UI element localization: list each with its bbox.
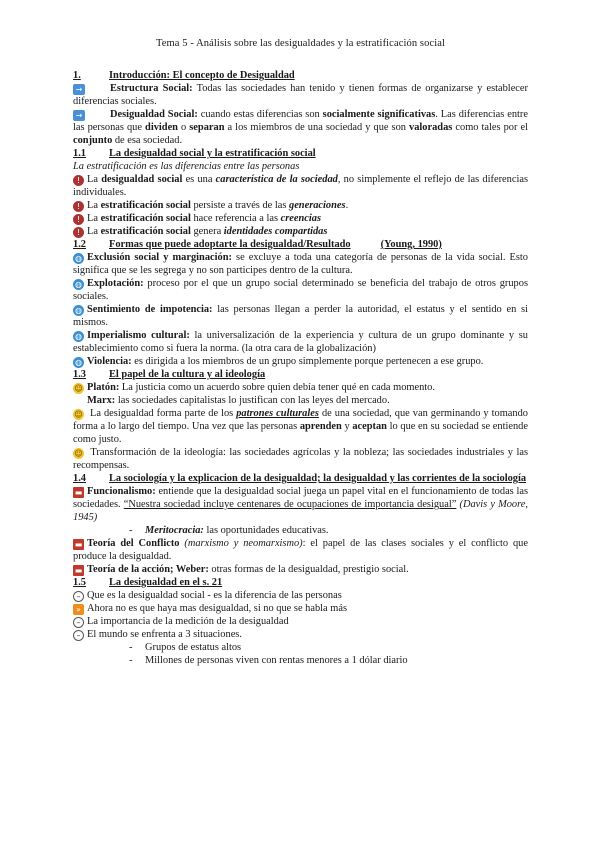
- section-heading-1-1: 1.1 La desigualdad social y la estratificación social: [73, 148, 316, 159]
- list-item: ◍ Sentimiento de impotencia: las personas llegan a perder la autoridad, el estatus y el sentido en si mismos.: [73, 304, 528, 328]
- section-heading-1-2: 1.2 Formas que puede adoptarte la desigualdad/Resultado (Young, 1990): [73, 239, 442, 250]
- books-icon: ▬: [74, 540, 83, 549]
- list-item: ! La estratificación social persiste a través de las generaciones.: [73, 199, 528, 212]
- fast-forward-icon: »: [73, 604, 84, 615]
- list-item: ◍ Exclusión social y marginación: se excluye a toda una categoría de personas de la vida social. Esto significa que se les segrega y no son participes dentro de la cultura.: [73, 252, 528, 276]
- section-heading-1: 1. Introducción: El concepto de Desigualdad: [73, 70, 295, 81]
- list-item: ☺ La desigualdad forma parte de los patrones culturales de una sociedad, que van germinando y tomando forma a lo largo del tiempo. Una vez que las personas aprenden y aceptan lo que en su sociedad se entiende como justo.: [73, 408, 529, 445]
- globe-icon: ◍: [73, 253, 84, 264]
- list-item: ! La desigualdad social es una característica de la sociedad, no simplemente el reflejo de las diferencias individuales.: [73, 174, 528, 198]
- globe-icon: ◍: [73, 305, 84, 316]
- warning-icon: !: [73, 201, 84, 212]
- document-page: [73, 38, 528, 667]
- warning-icon: !: [73, 214, 84, 225]
- list-item: ▬ Teoría de la acción; Weber: otras formas de la desigualdad, prestigio social.: [74, 564, 409, 575]
- paragraph-estructura-social: → Estructura Social: Todas las sociedades han tenido y tienen formas de organizarse y establecer diferencias sociales.: [73, 83, 528, 107]
- section-heading-1-3: 1.3 El papel de la cultura y al ideología: [73, 369, 266, 380]
- globe-icon: ◍: [73, 331, 84, 342]
- list-item: ! La estratificación social hace referencia a las creencias: [73, 212, 528, 225]
- list-item: - Grupos de estatus altos: [129, 642, 242, 653]
- list-item: ◍ Imperialismo cultural: la universalización de la experiencia y cultura de un grupo dominante y su establecimiento como si fuera la norma. (la otra cara de la globalización): [73, 330, 528, 354]
- paragraph-desigualdad-social: → Desigualdad Social: cuando estas diferencias son socialmente significativas. Las diferencias entre las personas que dividen o separan a los miembros de una sociedad y que son valoradas como tales por el conjunto de esa sociedad.: [73, 109, 528, 146]
- list-item: ▬ Teoría del Conflicto (marxismo y neomarxismo): el papel de las clases sociales y el conflicto que produce la desigualdad.: [73, 538, 528, 562]
- list-item: – El mundo se enfrenta a 3 situaciones.: [73, 628, 528, 641]
- list-item: » Ahora no es que haya mas desigualdad, si no que se habla más: [73, 602, 528, 615]
- smile-icon: ☺: [74, 410, 83, 419]
- section-heading-1-4: 1.4 La sociología y la explicacion de la desigualdad; la desigualdad y las corrientes de la sociología: [73, 473, 527, 484]
- globe-icon: ◍: [73, 357, 84, 368]
- smile-icon: ☺: [74, 449, 83, 458]
- list-item: ☺ Platón: La justicia como un acuerdo sobre quien debía tener qué en cada momento.: [74, 382, 435, 393]
- list-item: ! La estratificación social genera identidades compartidas: [73, 225, 528, 238]
- books-icon: ▬: [74, 488, 83, 497]
- list-item: – La importancia de la medición de la desigualdad: [73, 615, 528, 628]
- globe-icon: ◍: [73, 279, 84, 290]
- citation: (Young, 1990): [380, 239, 442, 250]
- list-item: ▬ Funcionalismo: entiende que la desigualdad social juega un papel vital en el funcionamiento de todas las sociedades. “Nuestra sociedad incluye centenares de ocupaciones de importancia desigual” (Davis y Moore, 1945): [73, 486, 528, 523]
- list-item: Marx: las sociedades capitalistas lo justifican con las leyes del mercado.: [87, 395, 390, 406]
- list-item: – Que es la desigualdad social - es la diferencia de las personas: [73, 589, 528, 602]
- warning-icon: !: [73, 227, 84, 238]
- page-header: Tema 5 - Análisis sobre las desigualdades y la estratificación social: [156, 38, 445, 49]
- minus-circle-icon: –: [73, 630, 84, 641]
- list-item: ◍ Explotación: proceso por el que un grupo social determinado se beneficia del trabajo de otros grupos sociales.: [73, 278, 528, 302]
- arrow-right-icon: →: [73, 110, 85, 121]
- books-icon: ▬: [74, 566, 83, 575]
- list-item: - Meritocracia: las oportunidades educativas.: [129, 525, 329, 536]
- section-heading-1-5: 1.5 La desigualdad en el s. 21: [73, 577, 223, 588]
- list-item: - Millones de personas viven con rentas menores a 1 dólar diario: [129, 655, 408, 666]
- list-item: ☺ Transformación de la ideología: las sociedades agrícolas y la nobleza; las sociedades industriales y las recompensas.: [73, 447, 528, 471]
- arrow-right-icon: →: [73, 84, 85, 95]
- warning-icon: !: [73, 175, 84, 186]
- minus-circle-icon: –: [73, 591, 84, 602]
- section-subtitle: La estratificación es las diferencias entre las personas: [73, 161, 300, 172]
- smile-icon: ☺: [74, 384, 83, 393]
- list-item: ◍ Violencia: es dirigida a los miembros de un grupo simplemente porque pertenecen a ese grupo.: [75, 356, 484, 367]
- minus-circle-icon: –: [73, 617, 84, 628]
